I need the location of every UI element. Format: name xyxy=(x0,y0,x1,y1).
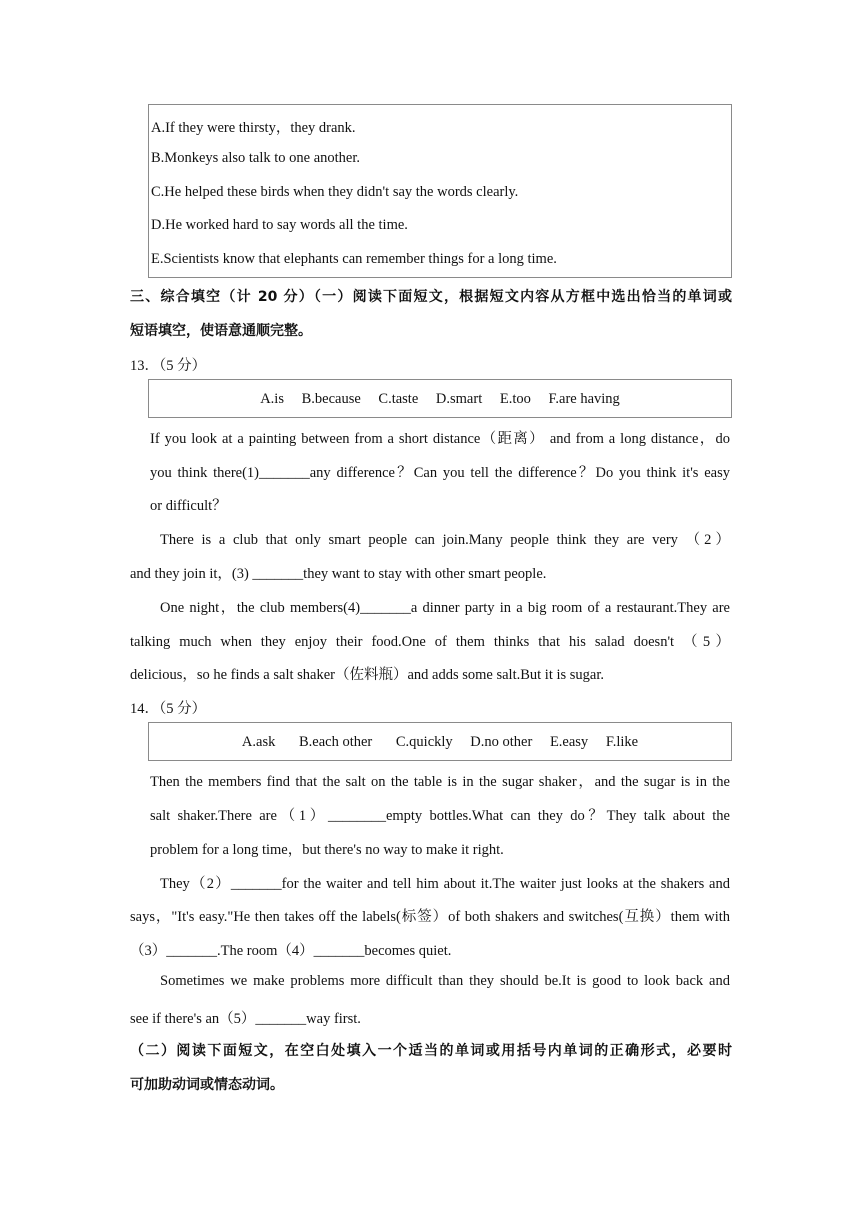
q14-option-e: E.easy xyxy=(549,734,589,750)
q14-option-d: D.no other xyxy=(470,734,533,750)
q13-option-a: A.is xyxy=(260,391,284,407)
q13-option-f: F.are having xyxy=(548,391,620,407)
q13-word-box xyxy=(148,379,732,418)
q13-passage-line: There is a club that only smart people can join.Many people think they are very （2） xyxy=(160,532,730,548)
section3b-heading-line2: 可加助动词或情态动词。 xyxy=(130,1077,284,1093)
q14-passage-line: see if there's an（5）_______way first. xyxy=(130,1011,361,1027)
option-a: A.If they were thirsty，they drank. xyxy=(151,120,356,136)
q13-passage-line: or difficult？ xyxy=(150,498,227,514)
sentence-options-box xyxy=(148,104,732,278)
q14-passage-line: （3）_______.The room（4）_______becomes quiet. xyxy=(130,943,452,959)
q14-option-b: B.each other xyxy=(298,734,373,750)
q13-passage-line: you think there(1)_______any difference？Can you tell the difference？Do you think it's easy xyxy=(150,465,730,481)
q14-passage-line: They（2）_______for the waiter and tell him about it.The waiter just looks at the shakers and xyxy=(160,876,730,892)
option-b: B.Monkeys also talk to one another. xyxy=(151,150,361,166)
q13-option-e: E.too xyxy=(499,391,531,407)
q13-passage-line: If you look at a painting between from a short distance（距离） and from a long distance，do xyxy=(150,431,730,447)
q13-passage-line: delicious，so he finds a salt shaker（佐料瓶）and adds some salt.But it is sugar. xyxy=(130,667,605,683)
option-e: E.Scientists know that elephants can remember things for a long time. xyxy=(151,251,557,267)
q13-passage-line: talking much when they enjoy their food.One of them thinks that his salad doesn't （5） xyxy=(130,634,730,650)
q14-passage-line: says，"It's easy."He then takes off the labels(标签）of both shakers and switches(互换）them with xyxy=(130,909,730,925)
q13-passage-line: and they join it，(3) _______they want to stay with other smart people. xyxy=(130,566,547,582)
section3-heading-line2: 短语填空，使语意通顺完整。 xyxy=(130,323,312,339)
q14-option-a: A.ask xyxy=(241,734,276,750)
section3-heading-line1: 三、综合填空（计 20 分）（一）阅读下面短文，根据短文内容从方框中选出恰当的单词或 xyxy=(130,289,732,305)
q14-option-f: F.like xyxy=(605,734,639,750)
q13-option-d: D.smart xyxy=(435,391,483,407)
q14-passage-line: Sometimes we make problems more difficult than they should be.It is good to look back and xyxy=(160,973,730,989)
q14-passage-line: Then the members find that the salt on the table is in the sugar shaker，and the sugar is in the xyxy=(150,774,730,790)
q13-passage-line: One night，the club members(4)_______a dinner party in a big room of a restaurant.They are xyxy=(160,600,730,616)
q13-option-b: B.because xyxy=(301,391,361,407)
q14-word-box xyxy=(148,722,732,761)
q14-passage-line: problem for a long time，but there's no way to make it right. xyxy=(150,842,504,858)
option-d: D.He worked hard to say words all the time. xyxy=(151,217,408,233)
q13-option-c: C.taste xyxy=(378,391,419,407)
q13-label: 13．（5 分） xyxy=(130,358,207,374)
q14-label: 14．（5 分） xyxy=(130,701,207,717)
option-c: C.He helped these birds when they didn't say the words clearly. xyxy=(151,184,519,200)
q14-passage-line: salt shaker.There are（1）________empty bottles.What can they do？They talk about the xyxy=(150,808,730,824)
q14-option-c: C.quickly xyxy=(395,734,453,750)
section3b-heading-line1: （二）阅读下面短文，在空白处填入一个适当的单词或用括号内单词的正确形式，必要时 xyxy=(130,1043,732,1059)
